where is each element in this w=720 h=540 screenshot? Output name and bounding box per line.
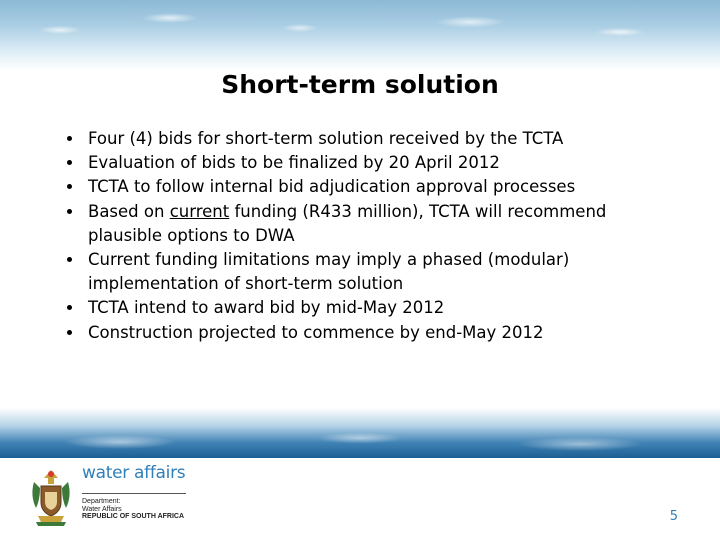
dept-line: Department: xyxy=(82,498,121,505)
brand-name: water affairs xyxy=(82,463,186,483)
bullet-item: • TCTA to follow internal bid adjudication approval processes xyxy=(84,175,684,199)
bullet-item: • Four (4) bids for short-term solution received by the TCTA xyxy=(84,127,684,151)
bullet-item: • Construction projected to commence by end-May 2012 xyxy=(84,321,684,345)
page-number: 5 xyxy=(669,509,678,524)
coat-of-arms-icon xyxy=(28,466,74,528)
bullet-text: funding (R433 million), TCTA will recommend plausible options to DWA xyxy=(88,201,607,245)
brand-divider xyxy=(82,493,186,494)
bullet-list xyxy=(56,127,684,345)
bullet-item: • Evaluation of bids to be finalized by 20 April 2012 xyxy=(84,151,684,175)
bullet-item xyxy=(84,200,684,248)
department-logo xyxy=(82,463,192,520)
bullet-item: • TCTA intend to award bid by mid-May 2012 xyxy=(84,296,684,320)
footer-water-banner xyxy=(0,408,720,458)
header-water-banner xyxy=(0,0,720,70)
underlined-text: current xyxy=(169,201,230,221)
slide-title: Short-term solution xyxy=(221,70,499,99)
dept-line: Water Affairs xyxy=(82,505,122,513)
bullet-text: Based on xyxy=(88,201,170,221)
bullet-item: • Current funding limitations may imply a phased (modular) implementation of short-term solution xyxy=(84,248,684,296)
dept-country: REPUBLIC OF SOUTH AFRICA xyxy=(82,513,185,520)
department-text xyxy=(82,498,184,521)
